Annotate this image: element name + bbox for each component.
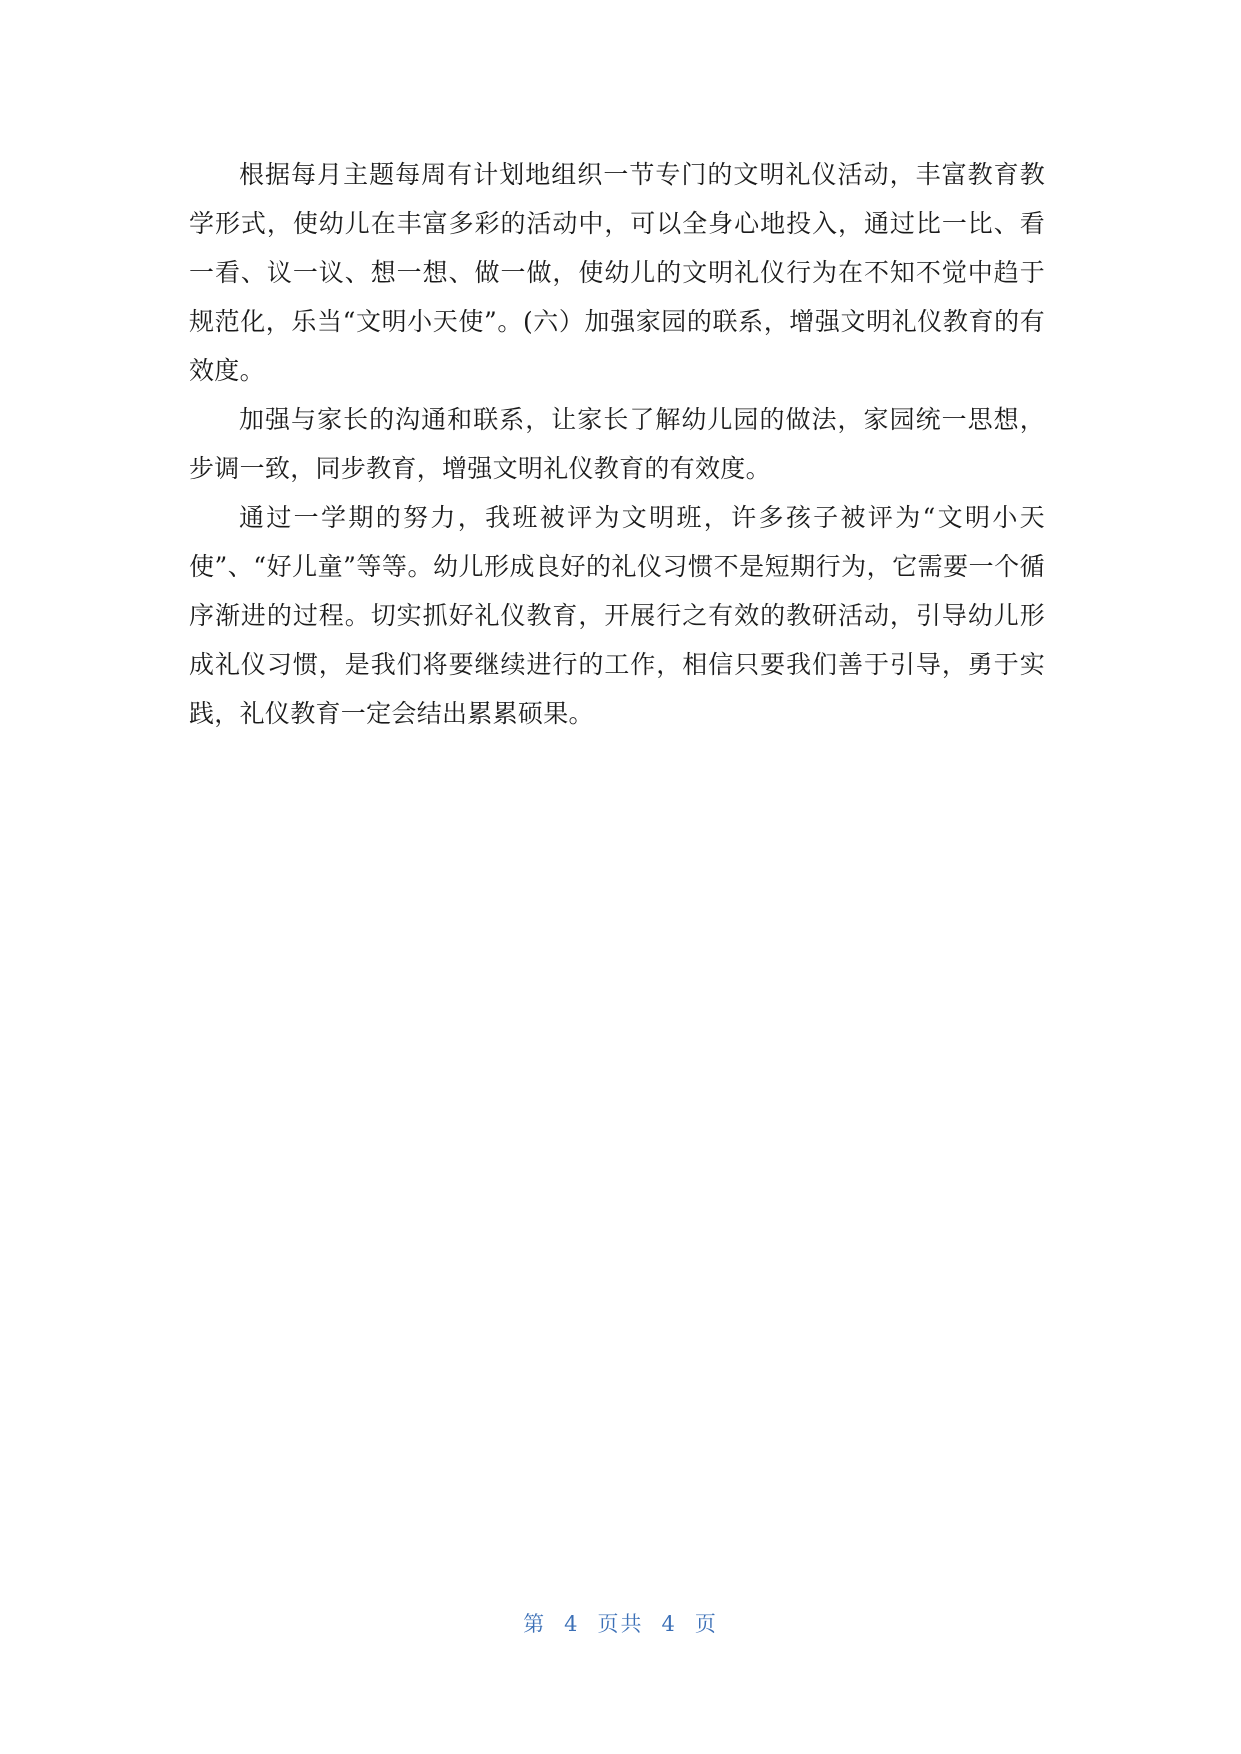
footer-current-page: 4 bbox=[564, 1612, 580, 1636]
footer-label-page: 第 bbox=[523, 1612, 547, 1636]
footer-label-end: 页 bbox=[694, 1612, 718, 1636]
page-footer bbox=[0, 1608, 1241, 1638]
paragraph-2: 加强与家长的沟通和联系，让家长了解幼儿园的做法，家园统一思想，步调一致，同步教育，增强文明礼仪教育的有效度。 bbox=[189, 405, 1045, 483]
document-body bbox=[189, 150, 1045, 738]
footer-total-pages: 4 bbox=[661, 1612, 677, 1636]
paragraph-1: 根据每月主题每周有计划地组织一节专门的文明礼仪活动，丰富教育教学形式，使幼儿在丰富多彩的活动中，可以全身心地投入，通过比一比、看一看、议一议、想一想、做一做，使幼儿的文明礼仪行为在不知不觉中趋于规范化，乐当“文明小天使”。(六）加强家园的联系，增强文明礼仪教育的有效度。 bbox=[189, 160, 1045, 385]
paragraph-3: 通过一学期的努力，我班被评为文明班，许多孩子被评为“文明小天使”、“好儿童”等等。幼儿形成良好的礼仪习惯不是短期行为，它需要一个循序渐进的过程。切实抓好礼仪教育，开展行之有效的教研活动，引导幼儿形成礼仪习惯，是我们将要继续进行的工作，相信只要我们善于引导，勇于实践，礼仪教育一定会结出累累硕果。 bbox=[189, 503, 1045, 728]
footer-label-of: 页共 bbox=[597, 1612, 644, 1636]
